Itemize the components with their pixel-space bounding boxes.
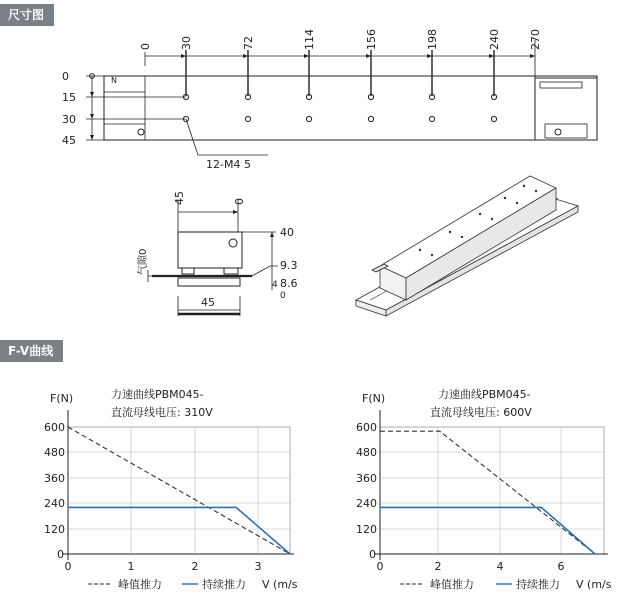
chart-subtitle: 直流母线电压: 600V <box>430 406 532 419</box>
y-tick-label: 360 <box>44 472 65 485</box>
x-tick-label: 114 <box>303 29 316 50</box>
hole-callout-leader <box>186 119 268 155</box>
y-tick-label: 240 <box>44 497 65 510</box>
end-cap-slot <box>545 124 587 138</box>
chart-subtitle: 直流母线电压: 310V <box>111 406 213 419</box>
mount-hole <box>491 116 496 121</box>
x-tick-label: 156 <box>365 29 378 50</box>
peak-force-line <box>68 427 290 554</box>
y-tick-label: 240 <box>356 497 377 510</box>
side-base <box>178 278 240 286</box>
mount-hole <box>245 116 250 121</box>
mount-hole <box>368 116 373 121</box>
x-tick-label: 2 <box>191 560 199 573</box>
x-tick-label: 198 <box>426 29 439 50</box>
x-axis-label: V (m/s <box>576 578 612 591</box>
height-0-label: 0 <box>280 291 286 301</box>
height-8.6-label: 8.6 <box>280 277 298 290</box>
x-tick-label: 30 <box>180 36 193 50</box>
side-foot <box>182 268 194 274</box>
mover-body-outline <box>104 76 597 140</box>
side-callout-leader <box>252 266 278 276</box>
chart-title: 力速曲线PBM045- <box>438 388 531 401</box>
y-tick-label: 30 <box>62 113 76 126</box>
side-height-arrow <box>270 232 274 237</box>
y-tick-label: 120 <box>356 523 377 536</box>
y-axis-label: F(N) <box>50 392 74 405</box>
hole-callout-label: 12-M4 5 <box>206 158 251 171</box>
side-view-labels <box>136 191 298 309</box>
x-tick-label: 4 <box>496 560 504 573</box>
y-tick-label: 0 <box>62 70 69 83</box>
legend-peak-label: 峰值推力 <box>430 578 474 591</box>
x-tick-label: 2 <box>434 560 442 573</box>
y-tick-labels <box>356 421 377 561</box>
continuous-force-line <box>68 507 290 554</box>
legend-continuous-label: 持续推力 <box>202 578 246 591</box>
side-width-label: 45 <box>173 191 186 205</box>
legend-peak-label: 峰值推力 <box>118 578 162 591</box>
top-dimension-drawing <box>86 40 597 155</box>
y-tick-label: 120 <box>44 523 65 536</box>
y-axis-label: F(N) <box>362 392 386 405</box>
y-tick-label: 480 <box>356 446 377 459</box>
isometric-view <box>356 176 578 316</box>
y-tick-label: 600 <box>44 421 65 434</box>
y-tick-label: 0 <box>57 548 64 561</box>
y-tick-label: 0 <box>369 548 376 561</box>
x-tick-labels <box>377 560 565 573</box>
y-tick-label: 480 <box>44 446 65 459</box>
end-cap <box>535 78 597 140</box>
side-body <box>178 232 242 268</box>
side-zero-label: 0 <box>233 198 246 205</box>
y-tick-label: 600 <box>356 421 377 434</box>
continuous-force-line <box>380 507 595 554</box>
x-tick-label: 72 <box>242 36 255 50</box>
mount-hole <box>429 116 434 121</box>
height-4-label: 4 <box>272 280 278 290</box>
end-cap-slot <box>540 82 582 88</box>
peak-force-line <box>380 431 595 554</box>
legend-continuous-label: 持续推力 <box>516 578 560 591</box>
end-cap-hole <box>555 129 561 135</box>
x-tick-label: 240 <box>488 29 501 50</box>
chart-310v <box>44 387 298 591</box>
left-hole <box>138 129 144 135</box>
y-tick-label: 360 <box>356 472 377 485</box>
side-hole <box>229 239 237 247</box>
air-gap-label: 气隙0 <box>138 248 149 275</box>
chart-title: 力速曲线PBM045- <box>111 388 204 401</box>
x-tick-label: 270 <box>529 29 542 50</box>
x-tick-label: 1 <box>127 560 135 573</box>
x-tick-label: 0 <box>376 560 384 573</box>
side-foot <box>224 268 238 274</box>
chart-600v <box>356 387 612 591</box>
x-tick-label: 0 <box>64 560 72 573</box>
top-y-tick-labels <box>62 70 76 147</box>
x-tick-labels <box>65 560 262 573</box>
x-tick-label: 6 <box>557 560 565 573</box>
height-9.3-label: 9.3 <box>280 259 298 272</box>
x-tick-label: 0 <box>139 43 152 50</box>
mount-hole <box>306 116 311 121</box>
top-x-tick-labels <box>139 29 542 50</box>
y-tick-labels <box>44 421 65 561</box>
fv-curve-section-tab: F-V曲线 <box>0 340 63 362</box>
height-40-label: 40 <box>280 226 294 239</box>
dimensions-section-tab: 尺寸图 <box>0 4 54 26</box>
x-tick-label: 3 <box>254 560 262 573</box>
base-width-label: 45 <box>201 296 215 309</box>
side-width-arrow <box>233 210 238 214</box>
n-pole-label: N <box>111 76 117 85</box>
y-tick-label: 15 <box>62 91 76 104</box>
x-axis-label: V (m/s <box>262 578 298 591</box>
y-tick-label: 45 <box>62 134 76 147</box>
